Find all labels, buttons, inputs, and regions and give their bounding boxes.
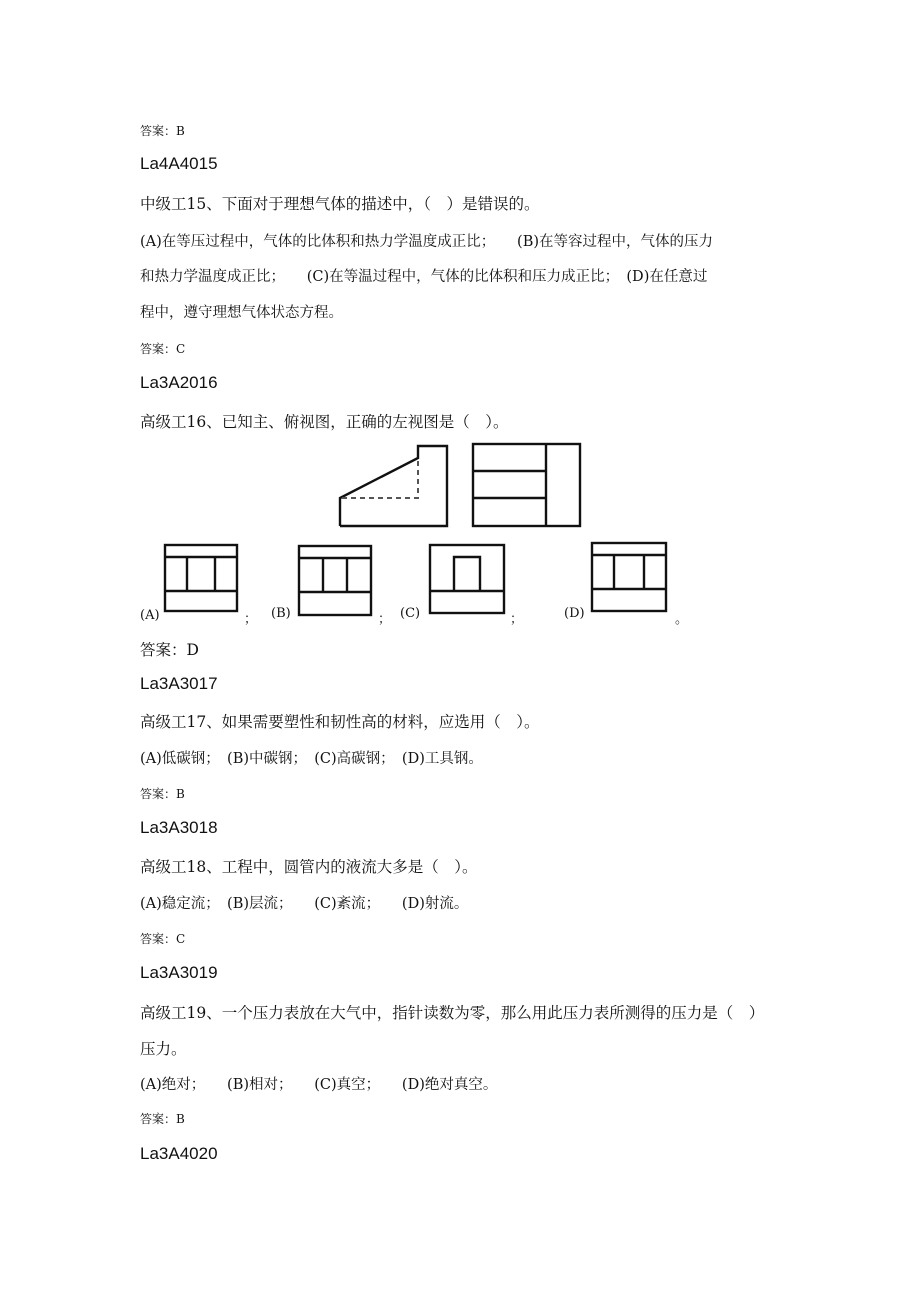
question-19-stem-line2: 压力。 xyxy=(140,1040,187,1058)
top-view-figure xyxy=(470,441,585,531)
option-c-inner-box xyxy=(454,557,480,591)
question-code-16: La3A2016 xyxy=(140,373,218,392)
option-c-label: (C) xyxy=(400,606,421,621)
question-code-19: La3A3019 xyxy=(140,963,218,982)
option-d-label: (D) xyxy=(564,606,585,621)
question-15-options-line2: 和热力学温度成正比； (C)在等温过程中，气体的比体积和压力成正比； (D)在任意过 xyxy=(140,269,708,285)
option-c-outline xyxy=(430,545,504,613)
option-a-figure xyxy=(162,542,240,614)
option-a-label: (A) xyxy=(140,608,160,623)
answer-16: 答案：D xyxy=(140,641,199,659)
option-b-label: (B) xyxy=(271,606,291,621)
question-18-stem: 高级工18、工程中，圆管内的液流大多是（ ）。 xyxy=(140,858,478,876)
option-d-outline xyxy=(592,543,666,611)
option-d-end: 。 xyxy=(675,612,689,627)
question-17-stem: 高级工17、如果需要塑性和韧性高的材料，应选用（ ）。 xyxy=(140,713,540,731)
question-code-18: La3A3018 xyxy=(140,818,218,837)
answer-18: 答案：C xyxy=(140,932,186,946)
option-b-figure xyxy=(296,543,374,618)
answer-19: 答案：B xyxy=(140,1112,185,1126)
question-19-stem-line1: 高级工19、一个压力表放在大气中，指针读数为零，那么用此压力表所测得的压力是（ ） xyxy=(140,1004,765,1022)
front-view-figure xyxy=(330,438,455,530)
question-15-stem: 中级工15、下面对于理想气体的描述中，（ ）是错误的。 xyxy=(140,195,540,213)
question-18-options: (A)稳定流； (B)层流； (C)紊流； (D)射流。 xyxy=(140,896,469,912)
option-a-outline xyxy=(165,545,237,611)
option-b-outline xyxy=(299,546,371,615)
question-19-options: (A)绝对； (B)相对； (C)真空； (D)绝对真空。 xyxy=(140,1077,498,1093)
question-16-stem: 高级工16、已知主、俯视图，正确的左视图是（ ）。 xyxy=(140,413,509,431)
option-d-figure xyxy=(589,540,669,614)
option-a-separator: ； xyxy=(244,612,258,627)
answer-14: 答案：B xyxy=(140,124,185,138)
option-c-figure xyxy=(427,542,507,616)
top-view-outline xyxy=(473,444,580,526)
front-view-outline xyxy=(340,446,447,526)
answer-15: 答案：C xyxy=(140,342,186,356)
answer-17: 答案：B xyxy=(140,787,185,801)
question-code-17: La3A3017 xyxy=(140,674,218,693)
question-15-options-line3: 程中，遵守理想气体状态方程。 xyxy=(140,305,343,321)
option-c-separator: ； xyxy=(510,612,524,627)
question-code-15: La4A4015 xyxy=(140,154,218,173)
question-17-options: (A)低碳钢； (B)中碳钢； (C)高碳钢； (D)工具钢。 xyxy=(140,751,483,767)
option-b-separator: ； xyxy=(378,612,392,627)
question-code-20: La3A4020 xyxy=(140,1144,218,1163)
question-15-options-line1: (A)在等压过程中，气体的比体积和热力学温度成正比； (B)在等容过程中，气体的压力 xyxy=(140,234,714,250)
